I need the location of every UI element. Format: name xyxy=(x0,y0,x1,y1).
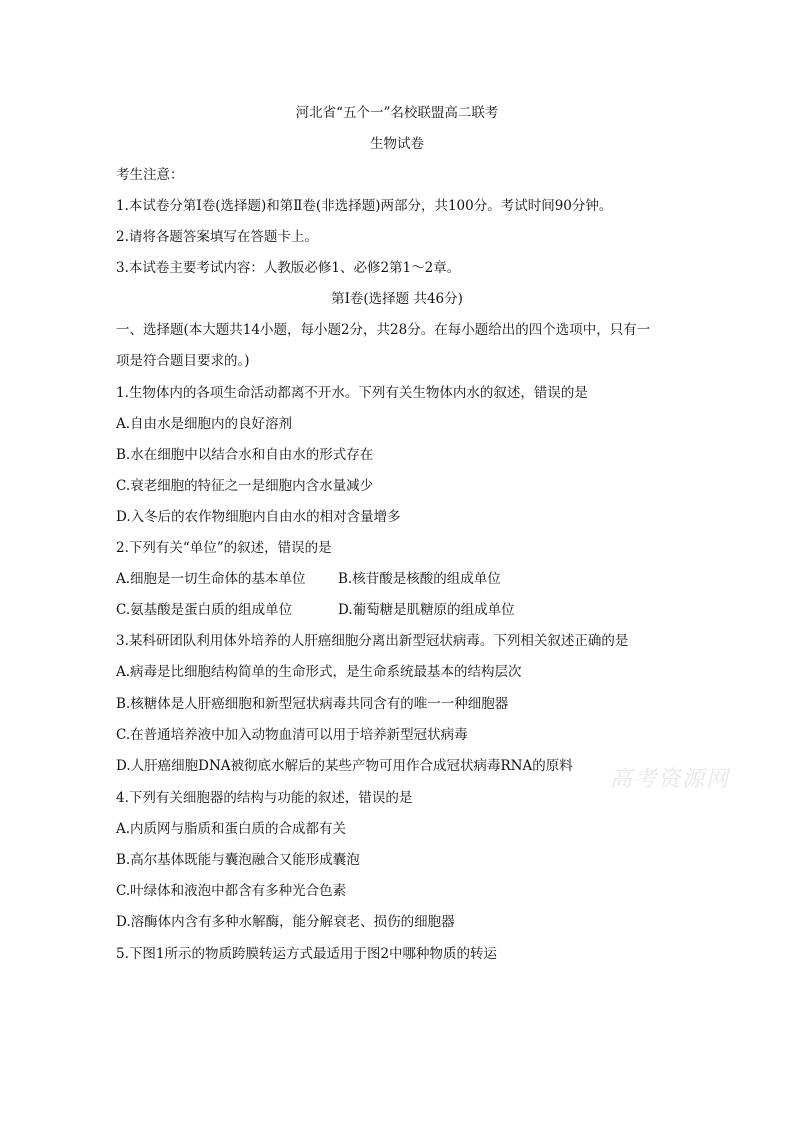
question-4-option-a: A.内质网与脂质和蛋白质的合成都有关 xyxy=(116,821,347,837)
notice-heading: 考生注意： xyxy=(116,167,184,183)
question-2-option-b: B.核苷酸是核酸的组成单位 xyxy=(338,571,501,587)
question-2-stem: 2.下列有关“单位”的叙述，错误的是 xyxy=(116,540,332,556)
question-3-stem: 3.某科研团队利用体外培养的人肝癌细胞分离出新型冠状病毒。下列相关叙述正确的是 xyxy=(116,633,629,649)
section-title: 第Ⅰ卷(选择题 共46分) xyxy=(331,291,463,307)
question-4-option-c: C.叶绿体和液泡中都含有多种光合色素 xyxy=(116,883,347,899)
notice-item-1: 1.本试卷分第Ⅰ卷(选择题)和第Ⅱ卷(非选择题)两部分，共100分。考试时间90分钟。 xyxy=(116,198,613,214)
question-3-option-c: C.在普通培养液中加入动物血清可以用于培养新型冠状病毒 xyxy=(116,727,468,743)
question-3-option-b: B.核糖体是人肝癌细胞和新型冠状病毒共同含有的唯一一种细胞器 xyxy=(116,696,509,712)
question-4-option-d: D.溶酶体内含有多种水解酶，能分解衰老、损伤的细胞器 xyxy=(116,914,455,930)
question-3-option-a: A.病毒是比细胞结构简单的生命形式，是生命系统最基本的结构层次 xyxy=(116,664,522,680)
exam-subject: 生物试卷 xyxy=(370,136,424,152)
question-4-option-b: B.高尔基体既能与囊泡融合又能形成囊泡 xyxy=(116,852,360,868)
question-1-stem: 1.生物体内的各项生命活动都离不开水。下列有关生物体内水的叙述，错误的是 xyxy=(116,385,588,401)
question-1-option-d: D.入冬后的农作物细胞内自由水的相对含量增多 xyxy=(116,509,401,525)
question-2-option-c: C.氨基酸是蛋白质的组成单位 xyxy=(116,602,293,618)
question-4-stem: 4.下列有关细胞器的结构与功能的叙述，错误的是 xyxy=(116,790,413,806)
section-instruction-line2: 项是符合题目要求的。) xyxy=(116,353,250,369)
question-3-option-d: D.人肝癌细胞DNA被彻底水解后的某些产物可用作合成冠状病毒RNA的原料 xyxy=(116,758,573,774)
section-instruction-line1: 一、选择题(本大题共14小题，每小题2分，共28分。在每小题给出的四个选项中，只有一 xyxy=(116,322,651,338)
notice-item-2: 2.请将各题答案填写在答题卡上。 xyxy=(116,229,318,245)
watermark: 高考资源网 xyxy=(610,767,731,792)
notice-item-3: 3.本试卷主要考试内容：人教版必修1、必修2第1～2章。 xyxy=(116,260,461,276)
question-1-option-a: A.自由水是细胞内的良好溶剂 xyxy=(116,416,293,432)
question-1-option-b: B.水在细胞中以结合水和自由水的形式存在 xyxy=(116,447,374,463)
question-5-stem: 5.下图1所示的物质跨膜转运方式最适用于图2中哪种物质的转运 xyxy=(116,946,498,962)
exam-title: 河北省“五个一”名校联盟高二联考 xyxy=(295,105,499,121)
question-2-option-d: D.葡萄糖是肌糖原的组成单位 xyxy=(338,602,515,618)
question-2-option-a: A.细胞是一切生命体的基本单位 xyxy=(116,571,306,587)
question-1-option-c: C.衰老细胞的特征之一是细胞内含水量减少 xyxy=(116,478,374,494)
